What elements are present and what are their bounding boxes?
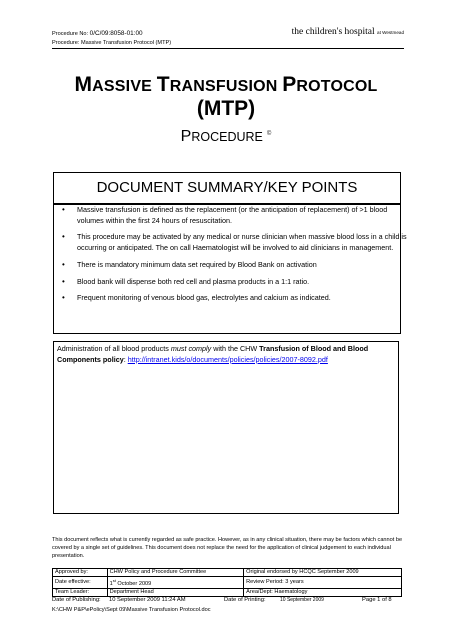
page-number: Page 1 of 8	[362, 597, 392, 603]
copyright-mark: ©	[266, 130, 272, 137]
policy-link[interactable]: http://intranet.kids/o/documents/policies/policies/2007-8092.pdf	[127, 354, 328, 364]
key-point: • Blood bank will dispense both red cell and plasma products in a 1:1 ratio.	[77, 277, 407, 288]
summary-heading: DOCUMENT SUMMARY/KEY POINTS	[96, 179, 358, 196]
publishing-label: Date of Publishing:	[52, 597, 101, 603]
approved-by-value: CHW Policy and Procedure Committee	[107, 569, 244, 577]
review-period: Review Period: 3 years	[244, 577, 402, 589]
administration-note: Administration of all blood products must comply with the CHW Transfusion of Blood and Blood Components policy: http://intranet.kids/o/documents/policies/policies/2007-8092.pdf	[57, 344, 369, 364]
date-effective-label: Date effective:	[53, 577, 108, 589]
approved-by-label: Approved by:	[53, 569, 108, 577]
administration-box	[53, 341, 399, 514]
header-info	[52, 29, 171, 48]
procedure-name-value: Massive Transfusion Protocol (MTP)	[80, 40, 172, 46]
table-row	[53, 569, 402, 577]
area-dept: Area/Dept: Haematology	[244, 588, 402, 596]
document-title: MASSIVE TRANSFUSION PROTOCOL	[74, 73, 378, 96]
header-divider	[52, 48, 404, 49]
disclaimer: This document reflects what is currently regarded as safe practice. However, as in any clinical situation, there may be factors which cannot be covered by a single set of guidelines. This document does not replace the need for the application of clinical judgement to each individual presentation.	[52, 537, 403, 560]
printing-label: Date of Printing:	[224, 597, 266, 603]
file-path: K:\CHW P&P\ePolicy\Sept 09\Massive Transfusion Protocol.doc	[52, 607, 211, 613]
date-effective-value: 1st October 2009	[107, 577, 244, 589]
table-row	[53, 588, 402, 596]
document-type: PROCEDURE ©	[180, 128, 272, 145]
key-points-list	[53, 205, 407, 310]
team-leader-value: Department Head	[107, 588, 244, 596]
procedure-number-value: 0/C/09:8058-01:00	[89, 30, 143, 37]
document-meta-table	[52, 568, 402, 597]
original-endorsed: Original endorsed by HCQC September 2009	[244, 569, 402, 577]
key-point: • There is mandatory minimum data set required by Blood Bank on activation	[77, 260, 407, 271]
procedure-name-label: Procedure:	[52, 40, 80, 46]
table-row	[53, 577, 402, 589]
document-title-abbreviation: (MTP)	[196, 97, 256, 120]
logo-text: the children's hospital	[291, 27, 375, 37]
team-leader-label: Team Leader:	[53, 588, 108, 596]
printing-value: 10 September 2009	[280, 597, 324, 603]
key-point: • This procedure may be activated by any medical or nurse clinician when massive blood loss in a child is occurring or anticipated. The on call Haematologist will be involved to aid clinicians in management.	[77, 232, 407, 253]
procedure-name-line	[52, 39, 171, 48]
procedure-number-line	[52, 29, 171, 39]
key-point: • Massive transfusion is defined as the replacement (or the anticipation of replacement) of >1 blood volumes within the first 24 hours of resuscitation.	[77, 205, 407, 226]
key-point: • Frequent monitoring of venous blood gas, electrolytes and calcium as indicated.	[77, 293, 407, 304]
logo-subtext: at Westmead	[377, 30, 404, 35]
hospital-logo	[292, 27, 404, 37]
publishing-value: 10 September 2009 11:24 AM	[109, 597, 186, 603]
procedure-number-label: Procedure No:	[52, 31, 89, 37]
